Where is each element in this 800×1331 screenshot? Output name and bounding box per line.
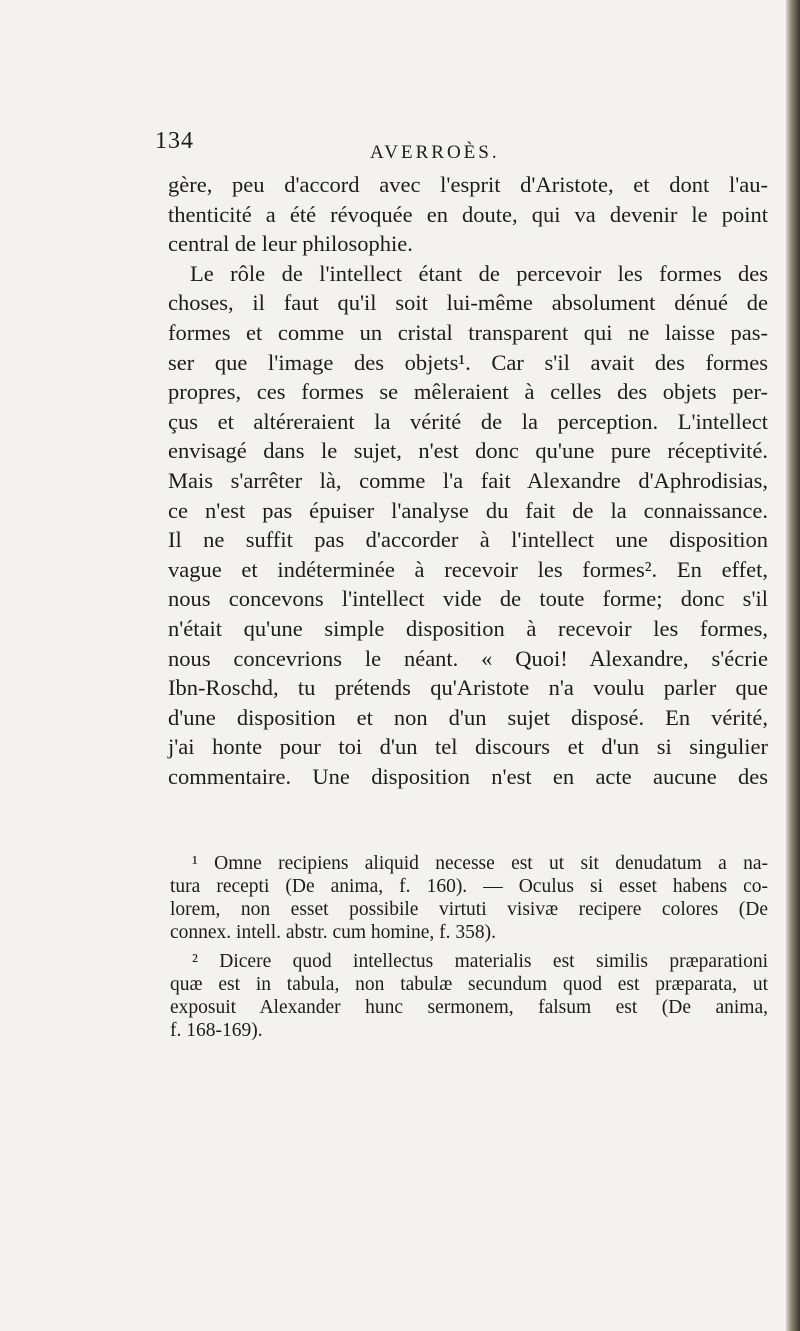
text-line: Ibn-Roschd, tu prétends qu'Aristote n'a voulu parler que — [168, 675, 768, 701]
text-line: thenticité a été révoquée en doute, qui va devenir le point — [168, 201, 768, 227]
footnote-line: ¹ Omne recipiens aliquid necesse est ut sit denudatum a na- — [192, 853, 768, 874]
page-edge-shadow — [786, 0, 800, 1331]
text-line: formes et comme un cristal transparent qui ne laisse pas- — [168, 319, 768, 345]
page-header — [155, 128, 755, 168]
footnote-1 — [170, 852, 768, 944]
text-line: gère, peu d'accord avec l'esprit d'Aristote, et dont l'au- — [168, 172, 768, 197]
text-line: d'une disposition et non d'un sujet disposé. En vérité, — [168, 704, 768, 730]
footnote-line: f. 168-169). — [170, 1020, 263, 1041]
text-line: j'ai honte pour toi d'un tel discours et d'un si singulier — [168, 734, 768, 760]
text-line: ce n'est pas épuiser l'analyse du fait de la connaissance. — [168, 497, 768, 523]
text-line: commentaire. Une disposition n'est en acte aucune des — [168, 763, 768, 789]
footnotes — [170, 852, 768, 1042]
footnote-line: exposuit Alexander hunc sermonem, falsum est (De anima, — [170, 997, 768, 1018]
running-title: AVERROÈS. — [370, 142, 500, 163]
text-line: nous concevons l'intellect vide de toute forme; donc s'il — [168, 586, 768, 612]
page-number: 134 — [155, 128, 194, 154]
text-line: propres, ces formes se mêleraient à celles des objets per- — [168, 379, 768, 405]
text-line: Le rôle de l'intellect étant de percevoir les formes des — [190, 260, 768, 286]
paragraph-2 — [168, 259, 768, 792]
footnote-line: ² Dicere quod intellectus materialis est similis præparationi — [192, 951, 768, 972]
text-line: ser que l'image des objets¹. Car s'il avait des formes — [168, 349, 768, 375]
text-line: choses, il faut qu'il soit lui-même absolument dénué de — [168, 290, 768, 316]
text-line: nous concevrions le néant. « Quoi! Alexandre, s'écrie — [168, 645, 768, 671]
text-line: envisagé dans le sujet, n'est donc qu'une pure réceptivité. — [168, 438, 768, 464]
text-line: Mais s'arrêter là, comme l'a fait Alexandre d'Aphrodisias, — [168, 467, 768, 493]
paragraph-1 — [168, 170, 768, 259]
text-line: vague et indéterminée à recevoir les formes². En effet, — [168, 556, 768, 582]
footnote-2 — [170, 950, 768, 1042]
footnote-line: quæ est in tabula, non tabulæ secundum quod est præparata, ut — [170, 974, 768, 995]
footnote-line: tura recepti (De anima, f. 160). — Oculus si esset habens co- — [170, 876, 768, 897]
text-line: Il ne suffit pas d'accorder à l'intellect une disposition — [168, 527, 768, 553]
text-line: çus et altéreraient la vérité de la perception. L'intellect — [168, 408, 768, 434]
text-line: n'était qu'une simple disposition à recevoir les formes, — [168, 615, 768, 641]
main-text — [168, 170, 768, 791]
footnote-line: connex. intell. abstr. cum homine, f. 358). — [170, 922, 497, 943]
text-line: central de leur philosophie. — [168, 231, 413, 257]
footnote-line: lorem, non esset possibile virtuti visivæ recipere colores (De — [170, 899, 768, 920]
